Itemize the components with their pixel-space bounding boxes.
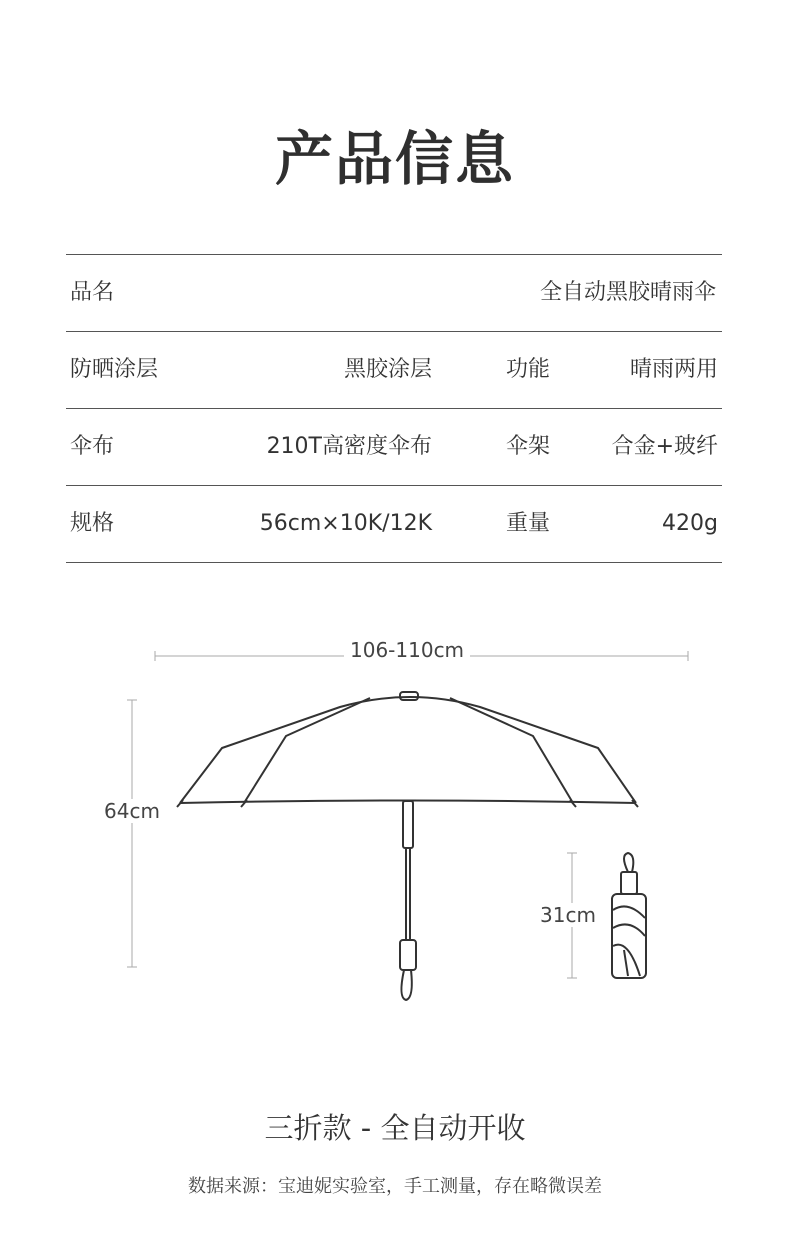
function-label: 功能 [506,357,551,382]
weight-label: 重量 [506,511,551,536]
page-title: 产品信息 [274,125,515,193]
table-row [66,331,722,408]
spec-table [66,254,722,563]
function-value: 晴雨两用 [629,357,718,382]
frame-label: 伞架 [506,434,551,459]
coating-value: 黑胶涂层 [343,357,432,382]
table-row [66,254,722,331]
fabric-label: 伞布 [70,434,115,459]
spec-value: 56cm×10K/12K [259,511,432,536]
data-source-note: 数据来源：宝迪妮实验室，手工测量，存在略微误差 [188,1176,602,1197]
name-value: 全自动黑胶晴雨伞 [539,280,716,305]
weight-value: 420g [662,511,718,536]
coating-label: 防晒涂层 [70,357,159,382]
model-caption: 三折款 - 全自动开收 [264,1111,526,1145]
height-dimension-label: 64cm [104,799,160,823]
spec-label: 规格 [70,511,115,536]
table-row [66,485,722,563]
table-row [66,408,722,485]
frame-value: 合金+玻纤 [611,434,718,459]
fabric-value: 210T高密度伞布 [266,434,432,459]
name-label: 品名 [70,280,115,305]
folded-umbrella [612,853,646,978]
width-dimension-label: 106-110cm [344,638,470,662]
folded-dimension-label: 31cm [540,903,596,927]
open-umbrella [177,692,638,1000]
